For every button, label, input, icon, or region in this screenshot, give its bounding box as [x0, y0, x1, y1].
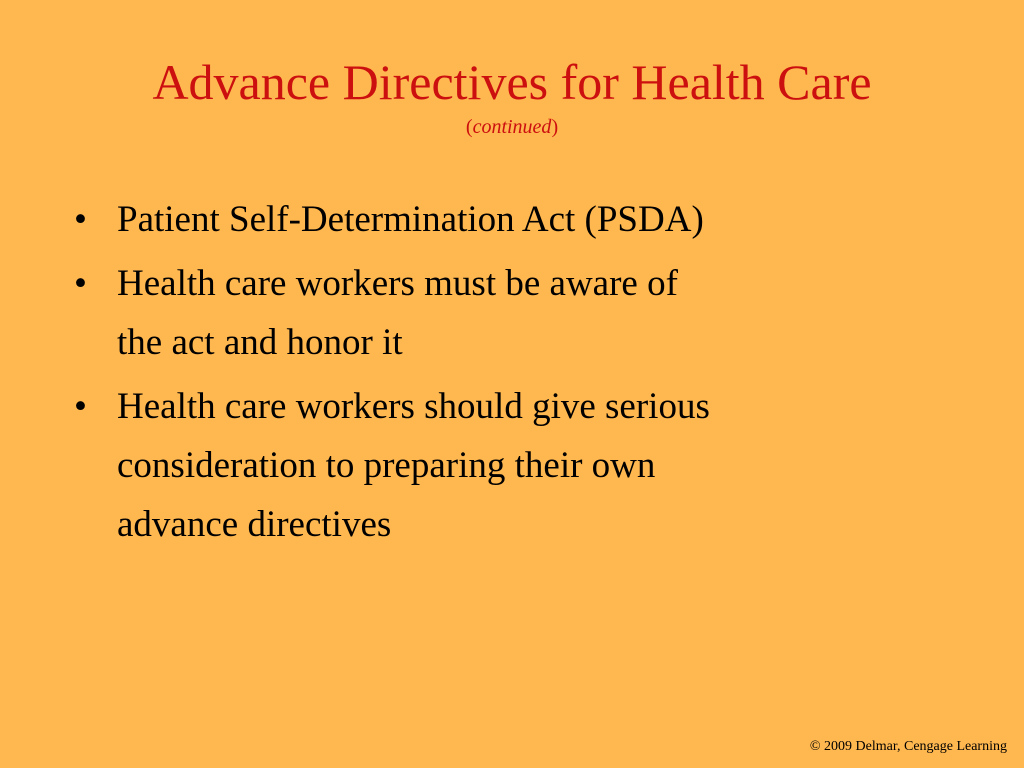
- bullet-list: [74, 190, 874, 559]
- subtitle-close-paren: ): [551, 116, 559, 138]
- slide-title: Advance Directives for Health Care: [152, 54, 872, 110]
- slide-subtitle: [0, 114, 1024, 140]
- bullet-text: Health care workers should give serious: [117, 386, 710, 427]
- bullet-item: [74, 254, 874, 372]
- subtitle-continued: continued: [472, 116, 552, 138]
- subtitle-open-paren: (: [465, 116, 473, 138]
- bullet-icon: •: [74, 386, 87, 427]
- bullet-text: advance directives: [117, 504, 392, 545]
- bullet-item: [74, 377, 874, 554]
- bullet-icon: •: [74, 263, 87, 304]
- bullet-text: Health care workers must be aware of: [117, 263, 678, 304]
- bullet-text: the act and honor it: [117, 322, 403, 363]
- bullet-icon: •: [74, 199, 87, 240]
- bullet-text: Patient Self-Determination Act (PSDA): [117, 199, 704, 240]
- bullet-text: consideration to preparing their own: [117, 445, 656, 486]
- copyright-footer: © 2009 Delmar, Cengage Learning: [809, 739, 1007, 754]
- bullet-item: [74, 190, 874, 249]
